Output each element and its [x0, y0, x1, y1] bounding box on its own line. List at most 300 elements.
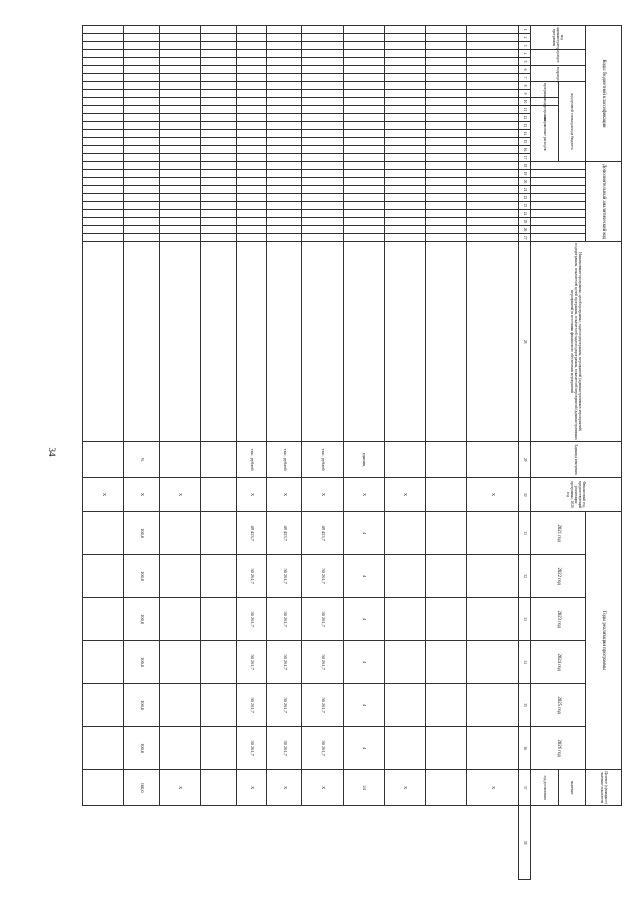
- code-digit-cell: [159, 66, 200, 74]
- code-digit-cell: [201, 138, 237, 146]
- code-digit-cell: [159, 194, 200, 202]
- unit-cell: %: [124, 442, 160, 478]
- code-digit-cell: [343, 130, 384, 138]
- code-digit-cell: [124, 194, 160, 202]
- year-value-cell: 50 261,7: [266, 727, 302, 770]
- code-digit-cell: [425, 202, 466, 210]
- code-digit-cell: [124, 98, 160, 106]
- final-value-cell: X: [236, 770, 266, 806]
- code-digit-cell: [384, 218, 425, 226]
- code-digit-cell: [384, 58, 425, 66]
- code-digit-cell: [83, 114, 124, 122]
- code-digit-cell: [302, 178, 343, 186]
- code-digit-cell: [124, 210, 160, 218]
- table-row: [83, 26, 124, 880]
- column-number: 9: [519, 90, 531, 98]
- code-digit-cell: [236, 98, 266, 106]
- base-year-cell: X: [266, 478, 302, 512]
- year-value-cell: [384, 684, 425, 727]
- year-value-cell: [159, 512, 200, 555]
- code-digit-cell: [83, 106, 124, 114]
- column-number: 30: [519, 478, 531, 512]
- code-digit-cell: [83, 122, 124, 130]
- code-digit-cell: [201, 66, 237, 74]
- code-digit-cell: [343, 202, 384, 210]
- column-number: 15: [519, 138, 531, 146]
- code-digit-cell: [236, 226, 266, 234]
- code-digit-cell: [159, 50, 200, 58]
- column-number: 12: [519, 114, 531, 122]
- additional-code-subheader: [531, 218, 586, 226]
- code-digit-cell: [425, 218, 466, 226]
- code-digit-cell: [384, 154, 425, 162]
- table-row: [302, 26, 343, 880]
- table-row: [124, 26, 160, 880]
- code-digit-cell: [124, 170, 160, 178]
- code-digit-cell: [467, 162, 519, 170]
- unit-cell: тыс. рублей: [236, 442, 266, 478]
- code-digit-cell: [302, 66, 343, 74]
- base-year-cell: X: [159, 478, 200, 512]
- code-digit-cell: [159, 146, 200, 154]
- code-digit-cell: [302, 138, 343, 146]
- subprogram-code-header: подпрограмма: [531, 98, 558, 106]
- code-digit-cell: [343, 50, 384, 58]
- code-digit-cell: [467, 146, 519, 154]
- code-digit-cell: [302, 122, 343, 130]
- code-digit-cell: [302, 202, 343, 210]
- rotated-table-frame: [82, 25, 622, 880]
- row-name-cell: [201, 242, 237, 442]
- year-value-cell: 4: [343, 555, 384, 598]
- code-digit-cell: [384, 162, 425, 170]
- code-digit-cell: [425, 114, 466, 122]
- unit-cell: [159, 442, 200, 478]
- code-digit-cell: [343, 34, 384, 42]
- code-digit-cell: [159, 74, 200, 82]
- row-name-cell: [302, 242, 343, 442]
- code-digit-cell: [201, 42, 237, 50]
- code-digit-cell: [83, 130, 124, 138]
- column-number: 26: [519, 226, 531, 234]
- code-digit-cell: [343, 194, 384, 202]
- code-digit-cell: [467, 26, 519, 34]
- code-digit-cell: [384, 202, 425, 210]
- year-value-cell: [159, 555, 200, 598]
- year-value-cell: 100,0: [124, 641, 160, 684]
- code-digit-cell: [302, 226, 343, 234]
- code-digit-cell: [343, 146, 384, 154]
- code-digit-cell: [302, 74, 343, 82]
- code-digit-cell: [343, 106, 384, 114]
- code-digit-cell: [201, 98, 237, 106]
- year-value-cell: [467, 727, 519, 770]
- code-digit-cell: [467, 114, 519, 122]
- code-digit-cell: [266, 58, 302, 66]
- code-digit-cell: [343, 138, 384, 146]
- table-row: [159, 26, 200, 880]
- code-digit-cell: [159, 90, 200, 98]
- column-number: 36: [519, 727, 531, 770]
- row-name-cell: [467, 242, 519, 442]
- column-number: 11: [519, 106, 531, 114]
- final-value-cell: 100,0: [124, 770, 160, 806]
- column-number: 8: [519, 82, 531, 90]
- admin-code-header: код администратора программы: [531, 26, 586, 50]
- code-digit-cell: [83, 66, 124, 74]
- code-digit-cell: [384, 98, 425, 106]
- year-value-cell: 100,0: [124, 598, 160, 641]
- code-digit-cell: [343, 218, 384, 226]
- code-digit-cell: [159, 106, 200, 114]
- year-value-cell: 50 261,7: [236, 598, 266, 641]
- code-digit-cell: [236, 154, 266, 162]
- year-value-cell: [201, 684, 237, 727]
- code-digit-cell: [425, 34, 466, 42]
- code-digit-cell: [384, 170, 425, 178]
- code-digit-cell: [467, 90, 519, 98]
- year-value-cell: 50 261,7: [266, 598, 302, 641]
- code-digit-cell: [302, 42, 343, 50]
- code-digit-cell: [343, 154, 384, 162]
- year-value-cell: 4: [343, 641, 384, 684]
- column-number: 33: [519, 598, 531, 641]
- column-number: 34: [519, 641, 531, 684]
- code-digit-cell: [467, 234, 519, 242]
- code-digit-cell: [236, 138, 266, 146]
- row-name-cell: [236, 242, 266, 442]
- code-digit-cell: [236, 26, 266, 34]
- code-digit-cell: [201, 154, 237, 162]
- code-digit-cell: [266, 138, 302, 146]
- code-digit-cell: [467, 50, 519, 58]
- code-digit-cell: [83, 210, 124, 218]
- year-value-cell: 50 261,7: [302, 684, 343, 727]
- year-value-cell: 4: [343, 512, 384, 555]
- code-digit-cell: [159, 202, 200, 210]
- code-digit-cell: [302, 98, 343, 106]
- code-digit-cell: [159, 114, 200, 122]
- year-value-cell: 100,0: [124, 555, 160, 598]
- code-digit-cell: [425, 226, 466, 234]
- year-value-cell: [159, 727, 200, 770]
- column-number: 22: [519, 194, 531, 202]
- final-value-cell: X: [266, 770, 302, 806]
- year-value-cell: 4: [343, 727, 384, 770]
- code-digit-cell: [236, 114, 266, 122]
- base-year-cell: X: [83, 478, 124, 512]
- year-header: 2023 год: [531, 598, 586, 641]
- code-digit-cell: [343, 26, 384, 34]
- code-digit-cell: [124, 106, 160, 114]
- code-digit-cell: [201, 122, 237, 130]
- year-value-cell: [467, 641, 519, 684]
- code-digit-cell: [83, 186, 124, 194]
- code-digit-cell: [266, 154, 302, 162]
- code-digit-cell: [201, 210, 237, 218]
- row-name-cell: [83, 242, 124, 442]
- column-number: 23: [519, 202, 531, 210]
- base-year-cell: [201, 478, 237, 512]
- code-digit-cell: [124, 146, 160, 154]
- code-digit-cell: [343, 42, 384, 50]
- code-digit-cell: [266, 82, 302, 90]
- program-table: [82, 25, 622, 880]
- code-digit-cell: [467, 154, 519, 162]
- column-number: 17: [519, 154, 531, 162]
- column-number: 1: [519, 26, 531, 34]
- column-number: 35: [519, 684, 531, 727]
- code-digit-cell: [425, 42, 466, 50]
- unit-cell: [425, 442, 466, 478]
- code-digit-cell: [266, 122, 302, 130]
- year-value-cell: [425, 598, 466, 641]
- code-digit-cell: [201, 106, 237, 114]
- code-digit-cell: [425, 194, 466, 202]
- final-value-group-header: Целевое (суммарное) значение показателя: [586, 770, 622, 806]
- year-value-cell: 100,0: [124, 512, 160, 555]
- code-digit-cell: [83, 82, 124, 90]
- code-digit-cell: [384, 130, 425, 138]
- additional-code-subheader: [531, 162, 586, 170]
- row-name-cell: [124, 242, 160, 442]
- code-digit-cell: [159, 186, 200, 194]
- year-header: 2025 год: [531, 684, 586, 727]
- code-digit-cell: [236, 210, 266, 218]
- code-digit-cell: [159, 226, 200, 234]
- code-digit-cell: [201, 218, 237, 226]
- code-digit-cell: [425, 106, 466, 114]
- code-digit-cell: [124, 130, 160, 138]
- code-digit-cell: [124, 114, 160, 122]
- code-digit-cell: [236, 34, 266, 42]
- code-digit-cell: [425, 90, 466, 98]
- code-digit-cell: [124, 138, 160, 146]
- table-row: [266, 26, 302, 880]
- code-digit-cell: [384, 210, 425, 218]
- code-digit-cell: [236, 82, 266, 90]
- year-value-cell: 50 261,7: [266, 555, 302, 598]
- code-digit-cell: [343, 210, 384, 218]
- code-digit-cell: [266, 106, 302, 114]
- code-digit-cell: [236, 162, 266, 170]
- base-year-cell: X: [124, 478, 160, 512]
- year-value-cell: [83, 641, 124, 684]
- code-digit-cell: [302, 218, 343, 226]
- year-value-cell: 50 261,7: [266, 684, 302, 727]
- code-digit-cell: [384, 50, 425, 58]
- year-value-cell: [83, 684, 124, 727]
- code-digit-cell: [467, 122, 519, 130]
- year-value-cell: [201, 555, 237, 598]
- code-digit-cell: [302, 162, 343, 170]
- code-digit-cell: [425, 98, 466, 106]
- code-digit-cell: [201, 186, 237, 194]
- row-name-cell: [343, 242, 384, 442]
- code-digit-cell: [343, 162, 384, 170]
- code-digit-cell: [467, 218, 519, 226]
- unit-cell: [384, 442, 425, 478]
- code-digit-cell: [159, 234, 200, 242]
- code-digit-cell: [302, 170, 343, 178]
- year-value-cell: [425, 641, 466, 684]
- page-number: 34: [47, 447, 57, 457]
- unit-cell: тыс. рублей: [302, 442, 343, 478]
- code-digit-cell: [266, 162, 302, 170]
- code-digit-cell: [266, 26, 302, 34]
- code-digit-cell: [124, 82, 160, 90]
- year-value-cell: 4: [343, 598, 384, 641]
- year-value-cell: [201, 641, 237, 684]
- code-digit-cell: [236, 90, 266, 98]
- code-digit-cell: [467, 74, 519, 82]
- row-name-cell: [266, 242, 302, 442]
- code-digit-cell: [83, 234, 124, 242]
- code-digit-cell: [83, 74, 124, 82]
- additional-code-subheader: [531, 234, 586, 242]
- year-value-cell: 50 261,7: [302, 598, 343, 641]
- code-digit-cell: [159, 82, 200, 90]
- final-value-subheader: значение: [558, 770, 585, 806]
- year-value-cell: [201, 598, 237, 641]
- code-digit-cell: [384, 66, 425, 74]
- column-number: 6: [519, 66, 531, 74]
- code-digit-cell: [266, 34, 302, 42]
- code-digit-cell: [384, 114, 425, 122]
- code-digit-cell: [83, 154, 124, 162]
- base-year-cell: [425, 478, 466, 512]
- code-digit-cell: [425, 178, 466, 186]
- code-digit-cell: [467, 58, 519, 66]
- code-digit-cell: [467, 226, 519, 234]
- code-digit-cell: [159, 98, 200, 106]
- code-digit-cell: [201, 162, 237, 170]
- code-digit-cell: [384, 138, 425, 146]
- year-value-cell: 4: [343, 684, 384, 727]
- additional-code-subheader: [531, 178, 586, 186]
- column-number: 7: [519, 74, 531, 82]
- year-value-cell: [384, 727, 425, 770]
- code-digit-cell: [266, 50, 302, 58]
- year-value-cell: [159, 684, 200, 727]
- final-value-cell: X: [384, 770, 425, 806]
- code-digit-cell: [266, 194, 302, 202]
- code-digit-cell: [343, 90, 384, 98]
- code-digit-cell: [83, 90, 124, 98]
- code-digit-cell: [159, 162, 200, 170]
- year-value-cell: 50 261,7: [236, 684, 266, 727]
- code-digit-cell: [384, 34, 425, 42]
- code-digit-cell: [467, 106, 519, 114]
- code-digit-cell: [124, 50, 160, 58]
- year-value-cell: [467, 684, 519, 727]
- year-value-cell: [384, 555, 425, 598]
- year-value-cell: 48 453,7: [302, 512, 343, 555]
- code-digit-cell: [343, 98, 384, 106]
- year-value-cell: [159, 598, 200, 641]
- code-digit-cell: [467, 210, 519, 218]
- program-code-header: программа: [531, 82, 558, 98]
- code-digit-cell: [236, 218, 266, 226]
- year-value-cell: [425, 555, 466, 598]
- final-value-cell: X: [159, 770, 200, 806]
- code-digit-cell: [425, 82, 466, 90]
- code-digit-cell: [201, 74, 237, 82]
- column-number: 21: [519, 186, 531, 194]
- name-column-header: Наименование программы, целей программы, задач подпрограммы, мероприятий (административных мероприятий) подпрограммы, показателей целей программы, показателей задач подпрограммы, показателей мероприятий (административных мероприятий) и источники финансового обеспечения мероприятий: [531, 242, 622, 442]
- code-digit-cell: [302, 106, 343, 114]
- code-digit-cell: [384, 226, 425, 234]
- year-value-cell: [425, 727, 466, 770]
- code-digit-cell: [425, 50, 466, 58]
- code-digit-cell: [266, 202, 302, 210]
- column-number: 29: [519, 442, 531, 478]
- code-digit-cell: [236, 178, 266, 186]
- code-digit-cell: [384, 146, 425, 154]
- code-digit-cell: [302, 26, 343, 34]
- additional-code-subheader: [531, 210, 586, 218]
- code-digit-cell: [236, 234, 266, 242]
- code-digit-cell: [83, 226, 124, 234]
- code-digit-cell: [384, 122, 425, 130]
- code-digit-cell: [83, 218, 124, 226]
- code-digit-cell: [302, 154, 343, 162]
- code-digit-cell: [384, 194, 425, 202]
- code-digit-cell: [83, 146, 124, 154]
- code-digit-cell: [467, 178, 519, 186]
- code-digit-cell: [159, 154, 200, 162]
- column-number: 38: [519, 806, 531, 880]
- code-digit-cell: [266, 170, 302, 178]
- code-digit-cell: [384, 186, 425, 194]
- year-value-cell: 50 261,7: [302, 641, 343, 684]
- code-digit-cell: [467, 82, 519, 90]
- code-digit-cell: [384, 234, 425, 242]
- code-digit-cell: [201, 90, 237, 98]
- code-digit-cell: [201, 146, 237, 154]
- code-digit-cell: [159, 138, 200, 146]
- code-digit-cell: [343, 122, 384, 130]
- year-value-cell: [384, 598, 425, 641]
- code-digit-cell: [124, 58, 160, 66]
- code-digit-cell: [236, 146, 266, 154]
- code-digit-cell: [343, 234, 384, 242]
- column-number: 32: [519, 555, 531, 598]
- code-digit-cell: [124, 66, 160, 74]
- code-digit-cell: [343, 66, 384, 74]
- column-number: 25: [519, 218, 531, 226]
- code-digit-cell: [201, 114, 237, 122]
- base-year-cell: X: [467, 478, 519, 512]
- code-digit-cell: [201, 50, 237, 58]
- column-number: 19: [519, 170, 531, 178]
- code-digit-cell: [236, 186, 266, 194]
- code-digit-cell: [343, 114, 384, 122]
- code-digit-cell: [159, 26, 200, 34]
- code-digit-cell: [384, 74, 425, 82]
- code-digit-cell: [124, 226, 160, 234]
- code-digit-cell: [425, 26, 466, 34]
- code-digit-cell: [384, 26, 425, 34]
- base-year-cell: X: [302, 478, 343, 512]
- code-digit-cell: [201, 130, 237, 138]
- code-digit-cell: [124, 42, 160, 50]
- code-digit-cell: [83, 178, 124, 186]
- table-row: [236, 26, 266, 880]
- code-digit-cell: [201, 26, 237, 34]
- code-digit-cell: [124, 218, 160, 226]
- year-header: 2024 год: [531, 641, 586, 684]
